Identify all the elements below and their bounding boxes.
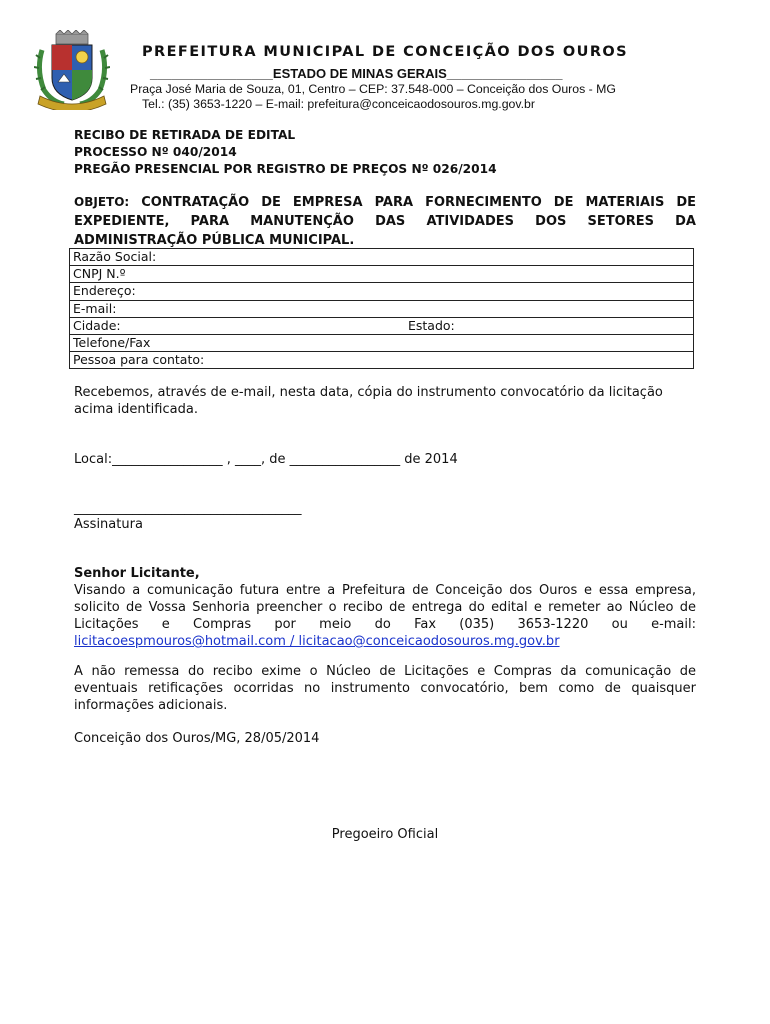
razao-social-label: Razão Social: [73, 249, 157, 264]
company-form [69, 248, 694, 369]
form-row-email[interactable] [70, 301, 693, 318]
local-date-line[interactable]: Local:_________________ , ____, de _________________ de 2014 [74, 452, 458, 467]
email-label: E-mail: [73, 300, 117, 316]
state-line: _________________ESTADO DE MINAS GERAIS________________ [150, 66, 563, 81]
place-date: Conceição dos Ouros/MG, 28/05/2014 [74, 731, 320, 746]
contact-line: Tel.: (35) 3653-1220 – E-mail: prefeitura@conceicaodosouros.mg.gov.br [142, 97, 535, 111]
cidade-label: Cidade: [73, 317, 121, 333]
contato-label: Pessoa para contato: [73, 352, 205, 368]
object-label: OBJETO: [74, 195, 130, 209]
form-row-endereco[interactable] [70, 283, 693, 300]
object-text: CONTRATAÇÃO DE EMPRESA PARA FORNECIMENTO DE MATERIAIS DE EXPEDIENTE, PARA MANUTENÇÃO DAS ATIVIDADES DOS SETORES DA ADMINISTRAÇÃO PÚBLICA MUNICIPAL. [74, 195, 697, 248]
address-line: Praça José Maria de Souza, 01, Centro – CEP: 37.548-000 – Conceição dos Ouros - MG [130, 82, 616, 96]
cnpj-label: CNPJ N.º [73, 266, 126, 282]
endereco-label: Endereço: [73, 283, 136, 299]
municipality-title: PREFEITURA MUNICIPAL DE CONCEIÇÃO DOS OUROS [142, 44, 628, 60]
form-row-cnpj[interactable] [70, 266, 693, 283]
form-row-telefone[interactable] [70, 335, 693, 352]
signature-line[interactable]: ___________________________________ [74, 501, 302, 516]
doc-title: RECIBO DE RETIRADA DE EDITAL [74, 128, 296, 142]
form-row-razao-social[interactable] [70, 249, 693, 266]
disclaimer-paragraph: A não remessa do recibo exime o Núcleo de Licitações e Compras da comunicação de eventuais retificações ocorridas no instrumento convocatório, bem como de quaisquer informações adicionais. [74, 664, 696, 713]
salutation: Senhor Licitante, [74, 566, 200, 581]
form-row-contato[interactable] [70, 352, 693, 368]
form-row-cidade-estado[interactable] [70, 318, 693, 335]
signature-label: Assinatura [74, 517, 143, 532]
auction-number: PREGÃO PRESENCIAL POR REGISTRO DE PREÇOS Nº 026/2014 [74, 162, 497, 176]
process-number: PROCESSO Nº 040/2014 [74, 145, 237, 159]
instructions-paragraph [74, 582, 696, 650]
estado-label: Estado: [408, 317, 455, 333]
object-description [74, 193, 696, 250]
municipal-crest-icon [34, 30, 110, 110]
receipt-statement: Recebemos, através de e-mail, nesta data, cópia do instrumento convocatório da licitação acima identificada. [74, 385, 663, 417]
signatory-title: Pregoeiro Oficial [331, 827, 439, 842]
email-link[interactable]: licitacoespmouros@hotmail.com / licitacao@conceicaodosouros.mg.gov.br [74, 634, 560, 649]
telefone-label: Telefone/Fax [73, 334, 151, 350]
instructions-text: Visando a comunicação futura entre a Prefeitura de Conceição dos Ouros e essa empresa, solicito de Vossa Senhoria preencher o recibo de entrega do edital e remeter ao Núcleo de Licitações e Compras por meio do Fax (035) 3653-1220 ou e-mail: [74, 583, 696, 632]
